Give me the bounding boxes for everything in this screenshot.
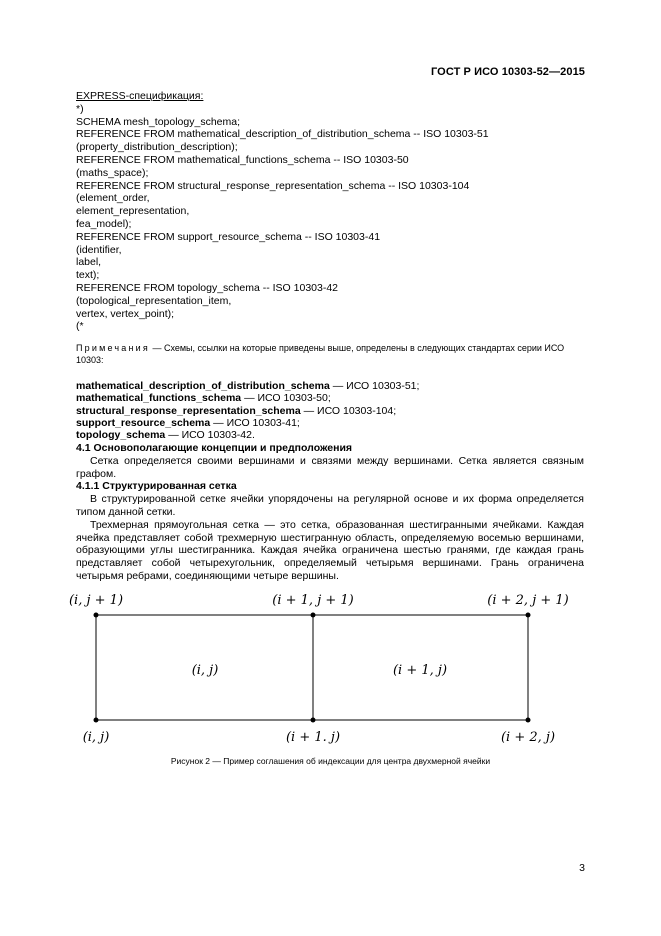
- label-bottom-right: (i + 2, j): [500, 730, 556, 745]
- label-cell-left: (i, j): [191, 663, 219, 678]
- label-bottom-middle: (i + 1. j): [285, 730, 341, 745]
- label-top-left: (i, j + 1): [68, 593, 124, 608]
- code-line: fea_model);: [76, 217, 132, 230]
- schema-list-item: [76, 429, 586, 441]
- code-line: SCHEMA mesh_topology_schema;: [76, 115, 240, 128]
- code-line: REFERENCE FROM support_resource_schema -- ISO 10303-41: [76, 230, 381, 243]
- vertex-bottom-left: [94, 718, 99, 723]
- schema-name: structural_response_representation_schema: [76, 404, 301, 417]
- schema-name: topology_schema: [76, 429, 166, 442]
- label-bottom-left: (i, j): [82, 730, 110, 745]
- vertex-top-left: [94, 613, 99, 618]
- label-top-right: (i + 2, j + 1): [487, 593, 569, 608]
- vertex-bottom-middle: [311, 718, 316, 723]
- body-text: [76, 442, 584, 583]
- code-line: (element_order,: [76, 192, 150, 205]
- section-4-1-title: 4.1 Основополагающие концепции и предположения: [76, 442, 353, 454]
- schema-ref: — ИСО 10303-50;: [241, 392, 331, 405]
- schema-ref: — ИСО 10303-104;: [300, 404, 397, 417]
- schema-list-item: [76, 417, 586, 429]
- code-line: (identifier,: [76, 243, 122, 256]
- section-4-1-1-p2: Трехмерная прямоугольная сетка — это сетка, образованная шестигранными ячейками. Каждая ячейка представляет собой трехмерную шестигранную область, определяемую восемью вершинами, образующими углы шестигранника. Каждая ячейка ограничена шестью гранями, где каждая грань представляет собой четырехугольник, определяемый четырьмя вершинами. Грань ограничена четырьмя ребрами, соединяющими четыре вершины.: [76, 518, 584, 582]
- code-line: REFERENCE FROM structural_response_representation_schema -- ISO 10303-104: [76, 179, 470, 192]
- note-label: Примечания: [76, 343, 150, 353]
- schema-list-item: [76, 405, 586, 417]
- express-spec-heading: EXPRESS-спецификация:: [76, 90, 204, 102]
- schema-name: support_resource_schema: [76, 416, 211, 429]
- code-line: (property_distribution_description);: [76, 141, 238, 154]
- grid-figure: [60, 585, 600, 755]
- code-line: REFERENCE FROM topology_schema -- ISO 10303-42: [76, 281, 339, 294]
- label-top-middle: (i + 1, j + 1): [272, 593, 354, 608]
- document-header: ГОСТ Р ИСО 10303-52—2015: [430, 66, 585, 78]
- section-4-1-1-title: 4.1.1 Структурированная сетка: [76, 480, 237, 493]
- vertex-top-middle: [311, 613, 316, 618]
- code-line: (topological_representation_item,: [76, 294, 232, 307]
- code-line: REFERENCE FROM mathematical_description_of_distribution_schema -- ISO 10303-51: [76, 128, 489, 141]
- schema-name: mathematical_functions_schema: [76, 392, 242, 405]
- schema-ref: — ИСО 10303-51;: [329, 380, 420, 392]
- schema-ref: — ИСО 10303-41;: [210, 416, 300, 429]
- code-line: element_representation,: [76, 205, 190, 218]
- code-line: label,: [76, 256, 102, 269]
- figure-caption: Рисунок 2 — Пример соглашения об индексации для центра двухмерной ячейки: [170, 756, 491, 766]
- code-line: REFERENCE FROM mathematical_functions_schema -- ISO 10303-50: [76, 153, 409, 166]
- schema-list-item: [76, 380, 586, 392]
- schema-list: [76, 380, 586, 441]
- code-line: (*: [76, 320, 84, 333]
- page-number: 3: [579, 862, 585, 874]
- label-cell-right: (i + 1, j): [392, 663, 448, 678]
- vertex-bottom-right: [526, 718, 531, 723]
- note-text: — Схемы, ссылки на которые приведены выше, определены в следующих стандартах серии ИСО 10303:: [76, 343, 565, 365]
- vertex-top-right: [526, 613, 531, 618]
- code-line: *): [76, 102, 84, 115]
- code-line: text);: [76, 269, 100, 282]
- note: [76, 343, 586, 366]
- code-line: (maths_space);: [76, 166, 149, 179]
- code-line: vertex, vertex_point);: [76, 307, 175, 320]
- schema-ref: — ИСО 10303-42.: [165, 429, 255, 442]
- schema-list-item: [76, 392, 586, 404]
- section-4-1-text: Сетка определяется своими вершинами и связями между вершинами. Сетка является связным графом.: [76, 454, 584, 480]
- schema-name: mathematical_description_of_distribution_schema: [76, 380, 330, 392]
- section-4-1-1-p1: В структурированной сетке ячейки упорядочены на регулярной основе и их форма определяется типом данной сетки.: [76, 493, 584, 518]
- express-specification: [76, 90, 586, 333]
